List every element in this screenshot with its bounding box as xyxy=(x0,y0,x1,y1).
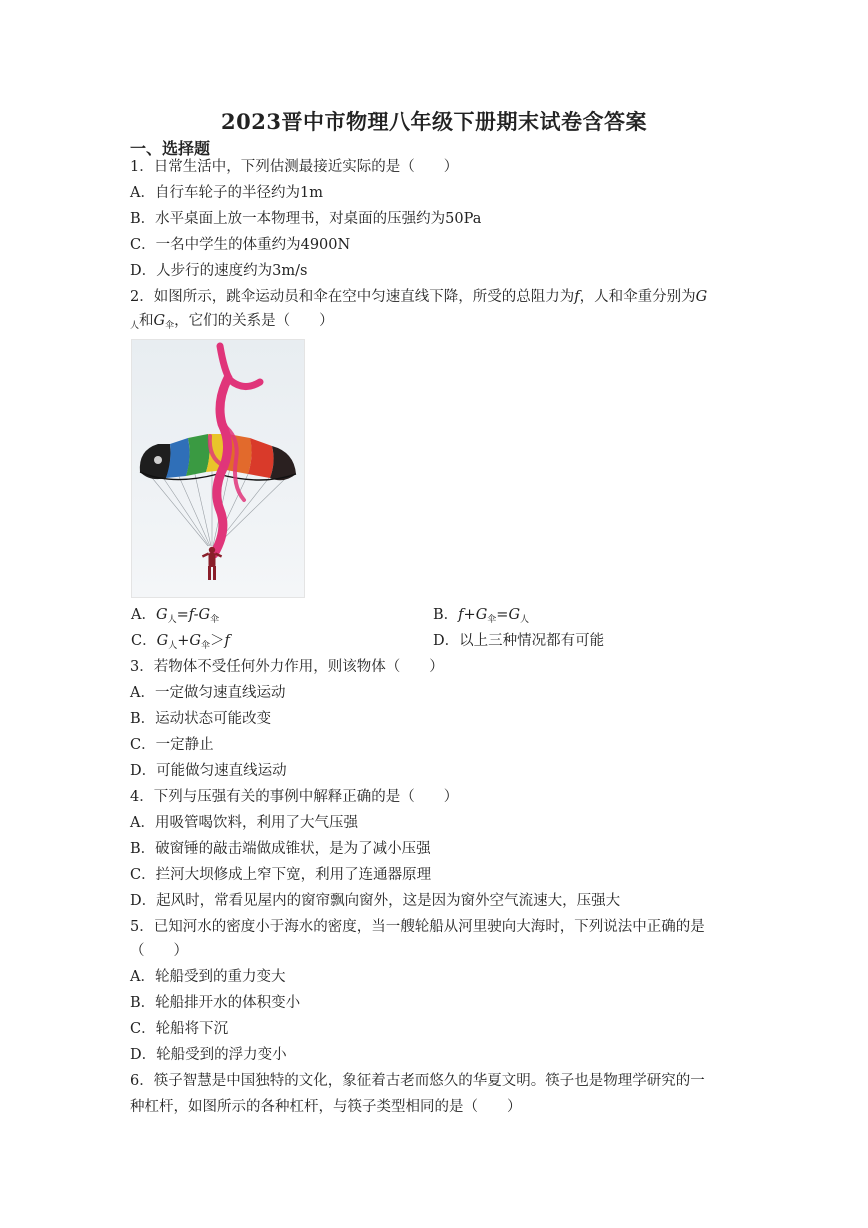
q3-stem: 3．若物体不受任何外力作用，则该物体（ ） xyxy=(130,659,444,675)
q2-var-g: G xyxy=(695,289,708,305)
q1-option-d[interactable]: D．人步行的速度约为3m/s xyxy=(130,263,308,279)
parachute-illustration xyxy=(132,340,304,597)
q2-b-sub2: 人 xyxy=(520,615,530,625)
q2-a-sub1: 人 xyxy=(167,615,177,625)
q4-option-c[interactable]: C．拦河大坝修成上窄下宽，利用了连通器原理 xyxy=(130,867,432,883)
q2-sub-ren: 人 xyxy=(130,321,140,331)
q2-sub-san: 伞 xyxy=(165,321,175,331)
parachute-photo xyxy=(131,339,305,598)
q4-stem: 4．下列与压强有关的事例中解释正确的是（ ） xyxy=(130,789,459,805)
q2-c-g1: G xyxy=(156,633,169,649)
q2-b-eq: = xyxy=(496,607,509,623)
q2-b-plus: + xyxy=(463,607,476,623)
q2-b-sub1: 伞 xyxy=(487,615,497,625)
q2-stem-text-a: 2．如图所示，跳伞运动员和伞在空中匀速直线下降，所受的总阻力为 xyxy=(130,289,575,305)
q4-option-d[interactable]: D．起风时，常看见屋内的窗帘飘向窗外，这是因为窗外空气流速大，压强大 xyxy=(130,893,621,909)
q2-a-g1: G xyxy=(155,607,168,623)
q2-c-f: f xyxy=(224,633,230,649)
q2-a-eq: =f- xyxy=(176,607,199,623)
q3-option-d[interactable]: D．可能做匀速直线运动 xyxy=(130,763,287,779)
q2-c-sub1: 人 xyxy=(168,641,178,651)
q2-c-sub2: 伞 xyxy=(200,641,210,651)
q4-option-b[interactable]: B．破窗锤的敲击端做成锥状，是为了减小压强 xyxy=(130,841,431,857)
q2-a-g2: G xyxy=(198,607,211,623)
q1-option-b[interactable]: B．水平桌面上放一本物理书，对桌面的压强约为50Pa xyxy=(130,211,482,227)
q2-c-gt: ＞ xyxy=(209,633,225,649)
q2-stem-line1 xyxy=(130,287,742,307)
q1-option-a[interactable]: A．自行车轮子的半径约为1m xyxy=(130,185,323,201)
q2-option-b[interactable] xyxy=(433,605,529,630)
q2-c-plus: + xyxy=(177,633,190,649)
q2-a-sub2: 伞 xyxy=(210,615,220,625)
q2-var-f: f xyxy=(574,289,580,305)
section-heading: 一、选择题 xyxy=(130,139,211,158)
q2-he: 和 xyxy=(139,313,154,329)
q5-option-b[interactable]: B．轮船排开水的体积变小 xyxy=(130,995,301,1011)
q3-option-a[interactable]: A．一定做匀速直线运动 xyxy=(130,685,286,701)
q5-stem-line1: 5．已知河水的密度小于海水的密度，当一艘轮船从河里驶向大海时，下列说法中正确的是 xyxy=(130,919,705,935)
q2-stem-text-c: ，它们的关系是（ ） xyxy=(174,313,334,329)
q2-stem-line2 xyxy=(130,311,742,336)
q5-option-d[interactable]: D．轮船受到的浮力变小 xyxy=(130,1047,287,1063)
q1-stem: 1．日常生活中，下列估测最接近实际的是（ ） xyxy=(130,159,459,175)
q4-option-a[interactable]: A．用吸管喝饮料，利用了大气压强 xyxy=(130,815,358,831)
q2-b-label: B． xyxy=(433,607,459,623)
q2-option-c[interactable] xyxy=(131,631,230,656)
q5-stem-line2: （ ） xyxy=(130,943,188,959)
q1-option-c[interactable]: C．一名中学生的体重约为4900N xyxy=(130,237,351,253)
q3-option-c[interactable]: C．一定静止 xyxy=(130,737,214,753)
q5-option-a[interactable]: A．轮船受到的重力变大 xyxy=(130,969,286,985)
page-title: 2023晋中市物理八年级下册期末试卷含答案 xyxy=(221,109,647,134)
q2-option-d[interactable]: D．以上三种情况都有可能 xyxy=(433,633,605,649)
q2-b-f: f xyxy=(458,607,464,623)
q2-var-g2: G xyxy=(153,313,166,329)
q2-stem-text-b: ，人和伞重分别为 xyxy=(579,289,696,305)
q5-option-c[interactable]: C．轮船将下沉 xyxy=(130,1021,229,1037)
q2-c-label: C． xyxy=(131,633,157,649)
q6-stem-line2: 种杠杆，如图所示的各种杠杆，与筷子类型相同的是（ ） xyxy=(130,1099,522,1115)
q3-option-b[interactable]: B．运动状态可能改变 xyxy=(130,711,272,727)
q2-c-g2: G xyxy=(189,633,201,649)
q2-a-label: A． xyxy=(131,607,156,623)
q6-stem-line1: 6．筷子智慧是中国独特的文化，象征着古老而悠久的华夏文明。筷子也是物理学研究的一 xyxy=(130,1073,705,1089)
q2-b-g2: G xyxy=(508,607,521,623)
q2-b-g1: G xyxy=(475,607,488,623)
q2-option-a[interactable] xyxy=(131,605,219,630)
